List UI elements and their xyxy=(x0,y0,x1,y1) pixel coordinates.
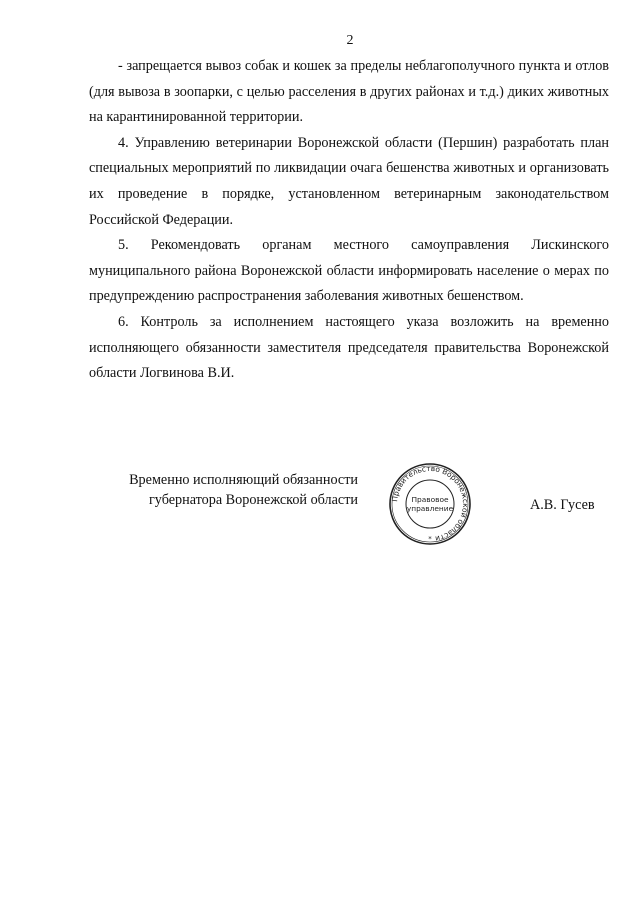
page-number: 2 xyxy=(346,33,354,48)
stamp-inner-line1: Правовое xyxy=(411,495,449,504)
paragraph-item-4: 4. Управлению ветеринарии Воронежской области (Першин) разработать план специальных мероприятий по ликвидации очага бешенства животных и организовать их проведение в порядке, установленном ветеринарным законодательством Российской Федерации. xyxy=(89,134,609,228)
stamp-star: * xyxy=(428,535,432,543)
paragraph-ban-export: - запрещается вывоз собак и кошек за пределы неблагополучного пункта и отлов (для вывоза в зоопарки, с целью расселения в других районах и т.д.) диких животных на карантинированной территории. xyxy=(89,58,609,126)
signatory-title-line2: губернатора Воронежской области xyxy=(148,492,358,508)
paragraph-item-6: 6. Контроль за исполнением настоящего указа возложить на временно исполняющего обязанности заместителя председателя правительства Воронежской области Логвинова В.И. xyxy=(89,313,609,382)
paragraph-item-5: 5. Рекомендовать органам местного самоуправления Лискинского муниципального района Воронежской области информировать население о мерах по предупреждению распространения заболевания животных бешенством. xyxy=(89,237,609,305)
document-body xyxy=(89,54,609,387)
official-stamp xyxy=(388,462,472,546)
stamp-outer-text: Правительство Воронежской области xyxy=(390,463,471,544)
signatory-title xyxy=(88,470,358,510)
signatory-name: А.В. Гусев xyxy=(530,497,595,513)
signature-block xyxy=(60,463,620,550)
signatory-title-line1: Временно исполняющий обязанности xyxy=(129,472,358,488)
stamp-inner-line2: управление xyxy=(406,504,454,513)
